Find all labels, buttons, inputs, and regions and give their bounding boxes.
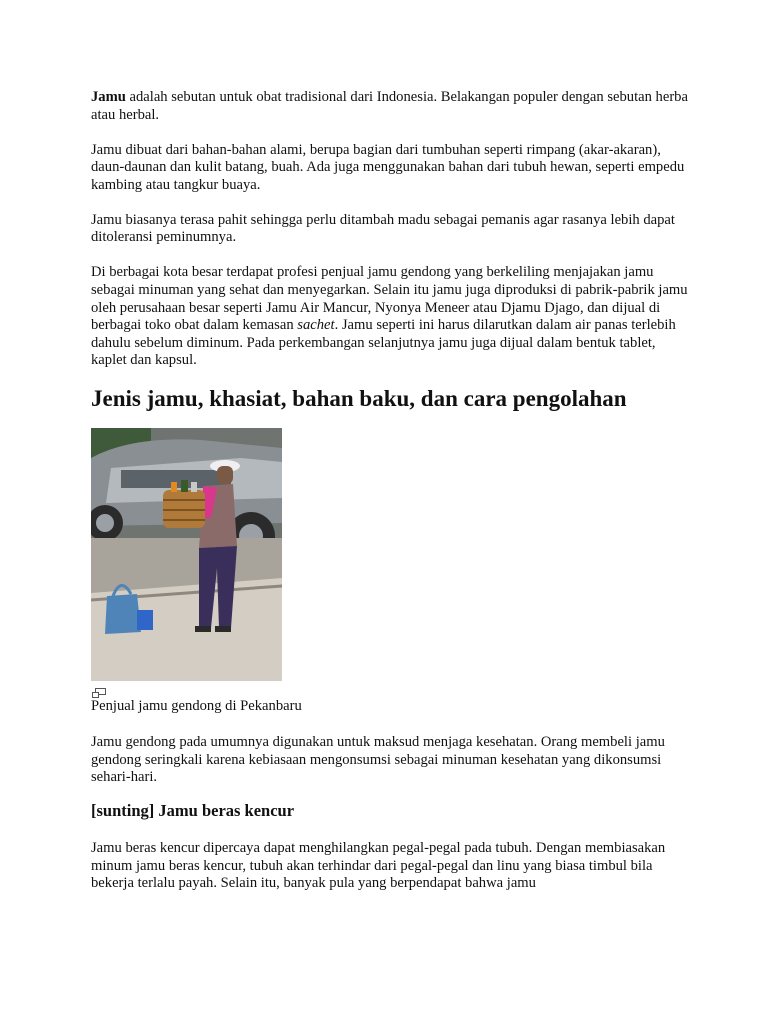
figure-caption: Penjual jamu gendong di Pekanbaru [91, 698, 302, 714]
document-page [91, 89, 691, 892]
bold-term: Jamu [91, 89, 126, 105]
paragraph-intro [91, 89, 691, 124]
paragraph-ingredients: Jamu dibuat dari bahan-bahan alami, berupa bagian dari tumbuhan seperti rimpang (akar-akaran), daun-daunan dan kulit batang, buah. Ada juga menggunakan bahan dari tubuh hewan, seperti empedu kambing atau tangkur buaya. [91, 141, 685, 193]
paragraph-beras-kencur: Jamu beras kencur dipercaya dapat menghilangkan pegal-pegal pada tubuh. Dengan membiasakan minum jamu beras kencur, tubuh akan terhindar dari pegal-pegal dan linu yang biasa timbul bila bekerja terlalu payah. Selain itu, banyak pula yang berpendapat bahwa jamu [91, 840, 666, 892]
subsection-block [91, 801, 691, 821]
section-heading: Jenis jamu, khasiat, bahan baku, dan cara pengolahan [91, 386, 627, 411]
figure [91, 428, 302, 714]
paragraph-intro-text: adalah sebutan untuk obat tradisional dari Indonesia. Belakangan populer dengan sebutan herba atau herbal. [91, 89, 688, 123]
paragraph-sellers [91, 264, 691, 370]
magnify-clip-icon[interactable] [92, 688, 106, 698]
subsection-heading: [sunting] Jamu beras kencur [91, 801, 295, 820]
paragraph-usage: Jamu gendong pada umumnya digunakan untuk maksud menjaga kesehatan. Orang membeli jamu gendong seringkali karena kebiasaan mengonsumsi sebagai minuman kesehatan yang dikonsumsi sehari-hari. [91, 734, 665, 786]
paragraph-usage-block [91, 734, 691, 804]
italic-term: sachet [297, 317, 335, 334]
paragraph-beras-kencur-block [91, 840, 691, 910]
paragraph-sellers-text-1: Di berbagai kota besar terdapat profesi penjual jamu gendong yang berkeliling menjajakan jamu sebagai minuman yang sehat dan menyegarkan. Selain itu jamu juga diproduksi di pabrik-pabrik jamu oleh perusahaan besar seperti Jamu Air Mancur, Nyonya Meneer atau Djamu Djago, dan dijual di berbagai toko obat dalam kemasan [91, 264, 688, 334]
jamu-seller-photo[interactable] [91, 428, 282, 681]
paragraph-taste: Jamu biasanya terasa pahit sehingga perlu ditambah madu sebagai pemanis agar rasanya lebih dapat ditoleransi peminumnya. [91, 211, 675, 246]
paragraph-sellers-text-2: . Jamu seperti ini harus dilarutkan dalam air panas terlebih dahulu sebelum diminum. Pada perkembangan selanjutnya jamu juga dijual dalam bentuk tablet, kaplet dan kapsul. [91, 317, 676, 369]
